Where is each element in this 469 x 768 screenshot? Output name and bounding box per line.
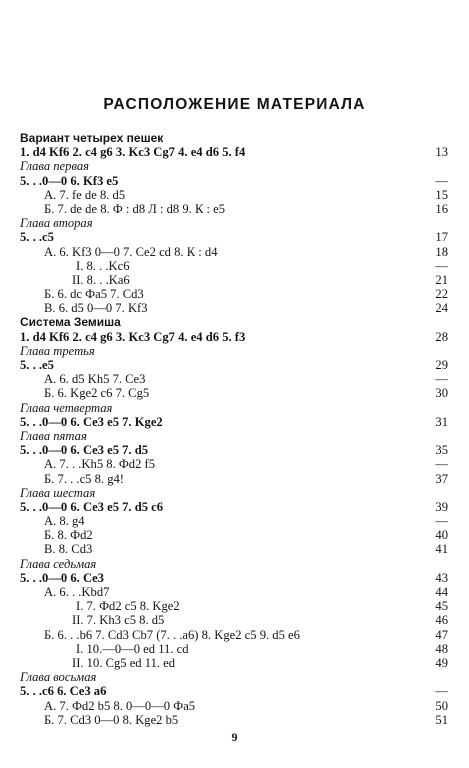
chapter-heading: Глава шестая [20, 485, 96, 500]
toc-entry [20, 202, 448, 216]
toc-entry-text: 5. . .c5 [20, 230, 54, 245]
toc-entry-text: 1. d4 Kf6 2. c4 g6 3. Kc3 Cg7 4. e4 d6 5. f4 [20, 145, 246, 160]
section-heading: Вариант четырех пешек [20, 131, 164, 145]
page-number: 9 [231, 730, 238, 744]
toc-entry-text: Б. 8. Фd2 [44, 528, 93, 543]
toc-page-number: 40 [435, 528, 448, 543]
toc-entry [20, 330, 448, 344]
toc-entry [20, 259, 448, 273]
section-heading: Система Земиша [20, 315, 121, 330]
toc-entry [20, 542, 448, 556]
toc-entry [20, 386, 448, 400]
toc-entry [20, 159, 448, 173]
toc-entry-text: 5. . .0—0 6. Ce3 [20, 570, 104, 585]
toc-entry [20, 684, 448, 698]
toc-entry [20, 642, 448, 656]
toc-page-number: 51 [435, 712, 448, 727]
toc-page-number: — [435, 457, 448, 472]
toc-page-number: — [435, 684, 448, 699]
toc-entry-text: В. 8. Cd3 [44, 542, 93, 557]
toc-page-number: 49 [435, 655, 448, 670]
toc-page-number: 47 [435, 627, 448, 642]
toc-entry-text: 5. . .0—0 6. Ce3 e5 7. d5 [20, 443, 149, 458]
chapter-heading: Глава пятая [20, 428, 87, 443]
toc-page-number: — [435, 514, 448, 529]
toc-entry [20, 613, 448, 627]
toc-entry [20, 656, 448, 670]
toc-page-number: 37 [435, 471, 448, 486]
toc-entry [20, 585, 448, 599]
toc-page-number: — [435, 372, 448, 387]
toc-entry-text: Б. 6. dc Фa5 7. Cd3 [44, 287, 144, 302]
toc-entry-text: Б. 7. . .c5 8. g4! [44, 471, 124, 486]
toc-entry [20, 401, 448, 415]
toc-entry [20, 500, 448, 514]
toc-entry-text: Б. 7. Cd3 0—0 8. Kge2 b5 [44, 712, 179, 727]
toc-entry [20, 628, 448, 642]
toc-entry-text: В. 6. d5 0—0 7. Kf3 [44, 301, 148, 316]
toc-entry [20, 174, 448, 188]
toc-entry [20, 670, 448, 684]
toc-entry [20, 230, 448, 244]
toc-entry-text: 5. . .0—0 6. Kf3 e5 [20, 173, 119, 188]
toc-entry-text: 1. d4 Kf6 2. c4 g6 3. Kc3 Cg7 4. e4 d6 5. f3 [20, 329, 246, 344]
toc-page-number: 24 [435, 301, 448, 316]
toc-entry-text: I. 8. . .Kc6 [76, 258, 130, 273]
toc-entry [20, 429, 448, 443]
toc-page-number: 28 [435, 329, 448, 344]
toc-entry [20, 315, 448, 329]
toc-page-number: 45 [435, 599, 448, 614]
toc-page-number: 13 [435, 145, 448, 160]
toc-entry-text: Б. 6. . .b6 7. Cd3 Cb7 (7. . .a6) 8. Kge2 c5 9. d5 e6 [44, 627, 300, 642]
chapter-heading: Глава четвертая [20, 400, 113, 415]
toc-entry-text: Б. 7. de de 8. Ф : d8 Л : d8 9. К : e5 [44, 201, 226, 216]
toc-page-number: — [435, 173, 448, 188]
toc-entry [20, 599, 448, 613]
toc-page-number: 17 [435, 230, 448, 245]
toc-entry-text: А. 7. Фd2 b5 8. 0—0—0 Фa5 [44, 698, 196, 713]
toc-page-number: 30 [435, 386, 448, 401]
toc-entry [20, 457, 448, 471]
toc-page-number: 22 [435, 287, 448, 302]
toc-page-number: 18 [435, 244, 448, 259]
toc-page-number: 41 [435, 542, 448, 557]
toc-entry-text: Б. 6. Kge2 c6 7. Cg5 [44, 386, 150, 401]
chapter-heading: Глава третья [20, 343, 95, 358]
toc-page-number: 31 [435, 414, 448, 429]
toc-entry [20, 188, 448, 202]
toc-page-number: 16 [435, 201, 448, 216]
toc-entry-text: А. 7. fe de 8. d5 [44, 187, 126, 202]
toc-entry [20, 301, 448, 315]
toc-entry [20, 713, 448, 727]
toc-entry [20, 344, 448, 358]
toc-page-number: 48 [435, 641, 448, 656]
toc-page-number: — [435, 258, 448, 273]
toc-entry-text: А. 7. . .Kh5 8. Фd2 f5 [44, 457, 156, 472]
toc-entry [20, 216, 448, 230]
chapter-heading: Глава восьмая [20, 670, 97, 685]
toc-entry-text: II. 8. . .Ka6 [72, 272, 130, 287]
toc-entry-text: 5. . .0—0 6. Ce3 e5 7. Kge2 [20, 414, 163, 429]
toc-entry [20, 245, 448, 259]
toc-entry [20, 358, 448, 372]
toc-entry-text: II. 7. Kh3 c5 8. d5 [72, 613, 165, 628]
toc-entry-text: А. 8. g4 [44, 514, 85, 529]
toc-page-number: 43 [435, 570, 448, 585]
table-of-contents [20, 131, 448, 727]
toc-page-number: 44 [435, 585, 448, 599]
toc-entry [20, 486, 448, 500]
toc-entry [20, 514, 448, 528]
toc-page-number: 29 [435, 358, 448, 372]
toc-entry [20, 699, 448, 713]
toc-entry-text: 5. . .0—0 6. Ce3 e5 7. d5 c6 [20, 499, 164, 514]
chapter-heading: Глава седьмая [20, 556, 97, 571]
toc-page-number: 15 [435, 187, 448, 202]
toc-entry-text: А. 6. d5 Kh5 7. Ce3 [44, 372, 146, 387]
toc-entry [20, 557, 448, 571]
toc-entry [20, 273, 448, 287]
toc-page-number: 50 [435, 698, 448, 713]
toc-entry [20, 287, 448, 301]
toc-entry [20, 372, 448, 386]
toc-entry [20, 472, 448, 486]
toc-entry-text: А. 6. Kf3 0—0 7. Ce2 cd 8. К : d4 [44, 244, 218, 259]
page-title: РАСПОЛОЖЕНИЕ МАТЕРИАЛА [103, 96, 366, 113]
toc-entry-text: А. 6. . .Kbd7 [44, 585, 110, 599]
toc-entry-text: 5. . .e5 [20, 358, 54, 372]
toc-entry [20, 145, 448, 159]
toc-page-number: 39 [435, 499, 448, 514]
toc-entry-text: I. 7. Фd2 c5 8. Kge2 [76, 599, 180, 614]
toc-entry [20, 415, 448, 429]
toc-entry [20, 131, 448, 145]
toc-page-number: 46 [435, 613, 448, 628]
chapter-heading: Глава первая [20, 159, 89, 174]
toc-entry [20, 443, 448, 457]
toc-entry-text: II. 10. Cg5 ed 11. ed [72, 655, 176, 670]
toc-page-number: 35 [435, 443, 448, 458]
toc-entry-text: I. 10.—0—0 ed 11. cd [76, 641, 189, 656]
toc-page-number: 21 [435, 272, 448, 287]
toc-entry-text: 5. . .c6 6. Ce3 a6 [20, 684, 107, 699]
toc-entry [20, 528, 448, 542]
chapter-heading: Глава вторая [20, 216, 93, 231]
toc-entry [20, 571, 448, 585]
